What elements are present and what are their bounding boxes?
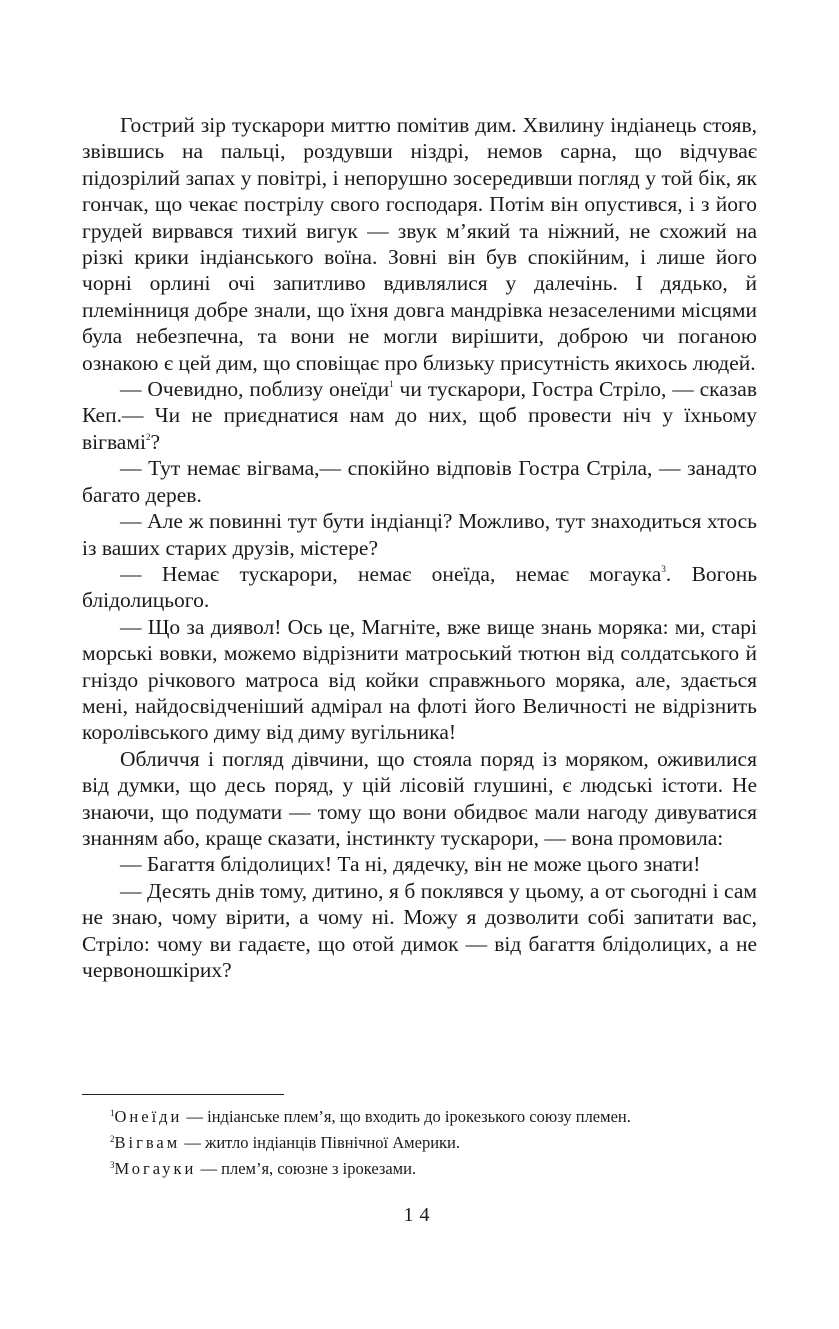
footnotes: [110, 1104, 760, 1182]
paragraph-2-part-c: ?: [150, 429, 160, 454]
footnote-ref-2: 2: [145, 431, 151, 442]
footnote-ref-3: 3: [661, 563, 666, 574]
paragraph-5: [82, 561, 757, 614]
footnote-ref-1: 1: [389, 379, 394, 390]
paragraph-3: — Тут немає вігвама,— спокійно відповів Гостра Стріла, — занадто багато дерев.: [82, 456, 757, 507]
footnote-3-term: Могауки: [114, 1159, 197, 1178]
footnote-2-text: — житло індіанців Північної Америки.: [180, 1133, 460, 1152]
footnote-2-number: 2: [110, 1134, 115, 1144]
paragraph-8: — Багаття блідолицих! Та ні, дядечку, він не може цього знати!: [120, 852, 701, 877]
paragraph-2-part-a: — Очевидно, поблизу онеїди: [120, 377, 390, 402]
paragraph-2: [82, 376, 757, 455]
footnote-2: [110, 1130, 760, 1156]
paragraph-4: — Але ж повинні тут бути індіанці? Можливо, тут знаходиться хтось із ваших старих друзів, містере?: [82, 509, 757, 560]
paragraph-2-part-b: чи тускарори, Гостра Стріло, — сказав Кеп.— Чи не приєднатися нам до них, щоб провести ніч у їхньому вігвамі: [82, 377, 757, 454]
footnote-1: [110, 1104, 760, 1130]
main-text: [82, 112, 757, 983]
paragraph-6: — Що за диявол! Ось це, Магніте, вже вище знань моряка: ми, старі морські вовки, можемо відрізнити матроський тютюн від солдатського й гніздо річкового матроса від койки справжнього моряка, але, здається мені, найдосвідченіший адмірал на флоті його Величності не відрізнить королівського диму від диму вугільника!: [82, 614, 757, 745]
page-number: 14: [403, 1204, 436, 1226]
paragraph-5-part-a: — Немає тускарори, немає онеїда, немає могаука: [120, 561, 662, 586]
footnote-3-number: 3: [110, 1160, 115, 1170]
paragraph-5-part-b: . Вогонь блідолицього.: [82, 561, 758, 613]
paragraph-7: Обличчя і погляд дівчини, що стояла поряд із моряком, оживилися від думки, що десь поряд, у цій лісовій глушині, є людські істоти. Не знаючи, що подумати — тому що вони обидвоє мали нагоду дивуватися знанням або, краще сказати, інстинкту тускарори, — вона промовила:: [82, 746, 757, 850]
footnote-3-text: — плем’я, союзне з ірокезами.: [196, 1159, 417, 1178]
footnote-divider: [82, 1094, 284, 1095]
paragraph-9: — Десять днів тому, дитино, я б поклявся у цьому, а от сьогодні і сам не знаю, чому вірити, а чому ні. Можу я дозволити собі запитати вас, Стріло: чому ви гадаєте, що отой димок — від багаття блідолицих, а не червоношкірих?: [82, 878, 757, 982]
footnote-1-number: 1: [110, 1108, 115, 1118]
paragraph-1: Гострий зір тускарори миттю помітив дим. Хвилину індіанець стояв, звівшись на пальці, роздувши ніздрі, немов сарна, що відчуває підозрілий запах у повітрі, і непорушно зосередивши погляд у той бік, як гончак, що чекає пострілу свого господаря. Потім він опустився, і з його грудей вирвався тихий вигук — звук м’який та ніжний, не схожий на різкі крики індіанського воїна. Зовні він був спокійним, і лише його чорні орлині очі запитливо вдивлялися у далечінь. І дядько, й племінниця добре знали, що їхня довга мандрівка незаселеними місцями була небезпечна, та вони не могли вирішити, доброю чи поганою ознакою є цей дим, що сповіщає про близьку присутність якихось людей.: [82, 113, 757, 375]
footnote-2-term: Вігвам: [114, 1133, 181, 1152]
footnote-1-term: Онеїди: [114, 1107, 183, 1126]
footnote-1-text: — індіанське плем’я, що входить до ірокезького союзу племен.: [182, 1107, 631, 1126]
footnote-3: [110, 1156, 760, 1182]
